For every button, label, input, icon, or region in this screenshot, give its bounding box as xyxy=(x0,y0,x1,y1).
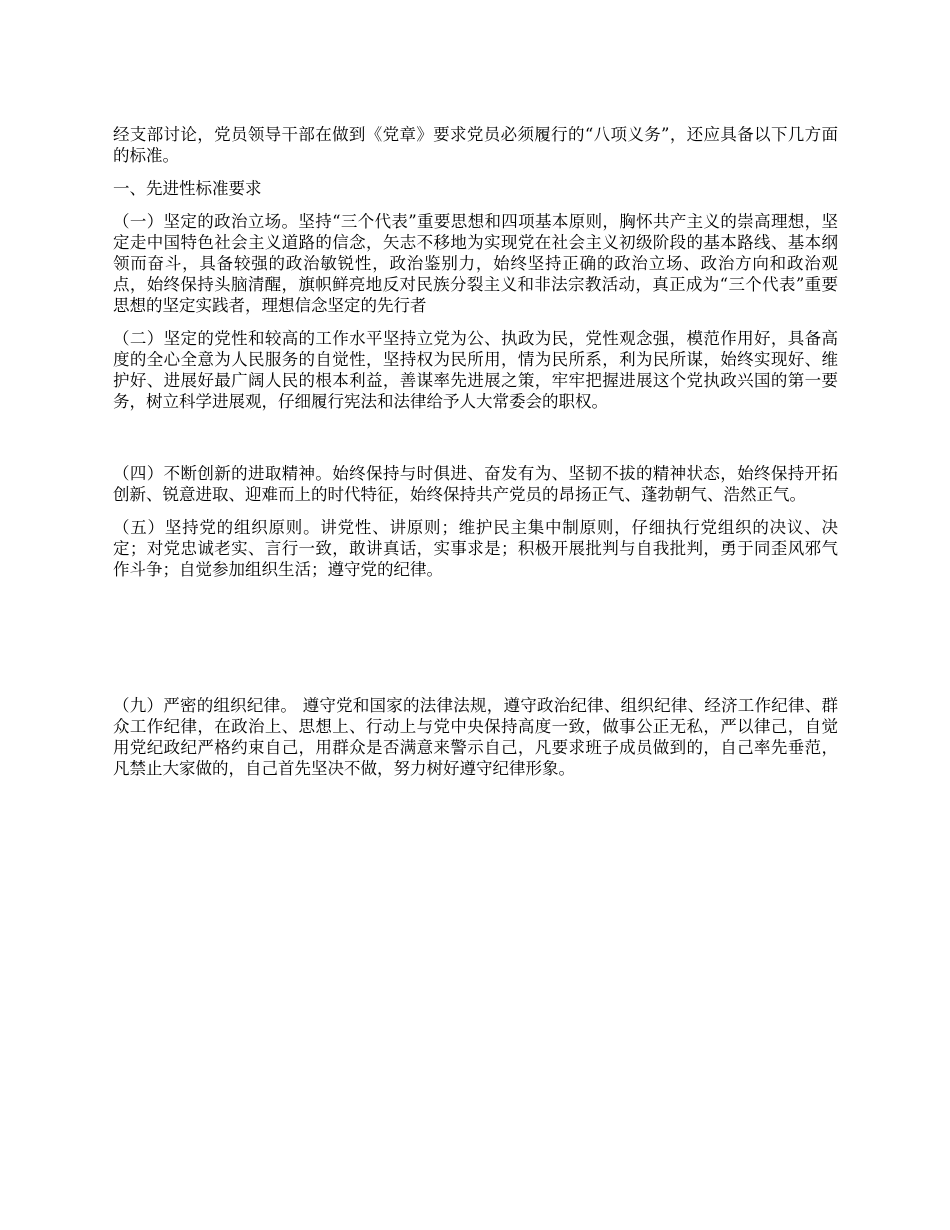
spacer xyxy=(113,166,838,178)
paragraph-political-stance: （一）坚定的政治立场。坚持“三个代表”重要思想和四项基本原则，胸怀共产主义的崇高理想，坚定走中国特色社会主义道路的信念，矢志不移地为实现党在社会主义初级阶段的基本路线、基本纲领而奋斗，具备较强的政治敏锐性，政治鉴别力，始终坚持正确的政治立场、政治方向和政治观点，始终保持头脑清醒，旗帜鲜亮地反对民族分裂主义和非法宗教活动，真正成为“三个代表”重要思想的坚定实践者，理想信念坚定的先行者 xyxy=(113,212,838,315)
paragraph-organization-principle: （五）坚持党的组织原则。讲党性、讲原则；维护民主集中制原则，仔细执行党组织的决议、决定；对党忠诚老实、言行一致，敢讲真话，实事求是；积极开展批判与自我批判，勇于同歪风邪气作斗争；自觉参加组织生活；遵守党的纪律。 xyxy=(113,518,838,579)
spacer xyxy=(113,316,838,328)
paragraph-discipline: （九）严密的组织纪律。 遵守党和国家的法律法规，遵守政治纪律、组织纪律、经济工作纪律、群众工作纪律，在政治上、思想上、行动上与党中央保持高度一致，做事公正无私，严以律己，自觉用党纪政纪严格约束自己，用群众是否满意来警示自己，凡要求班子成员做到的，自己率先垂范，凡禁止大家做的，自己首先坚决不做，努力树好遵守纪律形象。 xyxy=(113,696,838,778)
spacer xyxy=(113,199,838,211)
intro-paragraph: 经支部讨论，党员领导干部在做到《党章》要求党员必须履行的“八项义务”，还应具备以下几方面的标准。 xyxy=(113,125,838,165)
spacer xyxy=(113,580,838,695)
paragraph-party-spirit: （二）坚定的党性和较高的工作水平坚持立党为公、执政为民，党性观念强，模范作用好，具备高度的全心全意为人民服务的自觉性，坚持权为民所用，情为民所系，利为民所谋，始终实现好、维护好、进展好最广阔人民的根本利益，善谋率先进展之策，牢牢把握进展这个党执政兴国的第一要务，树立科学进展观，仔细履行宪法和法律给予人大常委会的职权。 xyxy=(113,329,838,411)
document-body xyxy=(113,124,838,779)
spacer xyxy=(113,505,838,517)
paragraph-innovation: （四）不断创新的进取精神。始终保持与时俱进、奋发有为、坚韧不拔的精神状态，始终保持开拓创新、锐意进取、迎难而上的时代特征，始终保持共产党员的昂扬正气、蓬勃朝气、浩然正气。 xyxy=(113,464,838,504)
spacer xyxy=(113,412,838,463)
section-heading: 一、先进性标准要求 xyxy=(113,179,262,198)
